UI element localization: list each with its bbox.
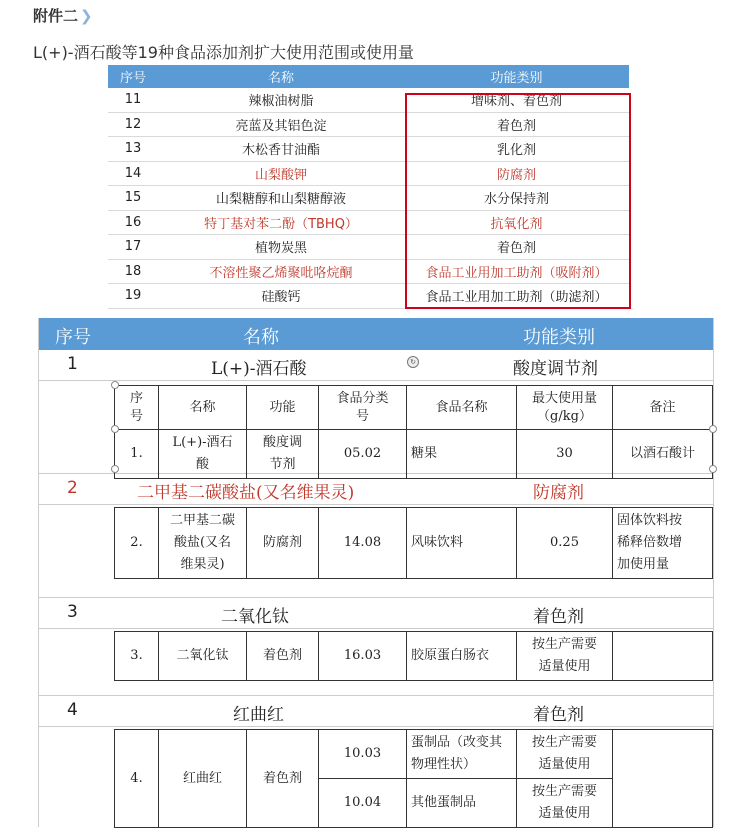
category-row — [39, 598, 713, 629]
cell-note: 以酒石酸计 — [613, 430, 713, 479]
cell-name: 木松香甘油酯 — [158, 137, 404, 162]
cell-idx: 3. — [115, 632, 159, 681]
table-row — [108, 88, 629, 112]
cell-func: 抗氧化剂 — [404, 210, 629, 235]
cell-food: 其他蛋制品 — [407, 779, 517, 828]
item-name: 二氧化钛 — [221, 607, 289, 627]
col-header-func: 功能类别 — [523, 327, 595, 348]
cell-max: 按生产需要 适量使用 — [517, 730, 613, 779]
cell-note — [613, 632, 713, 681]
additives-summary-table — [108, 65, 629, 309]
item-number: 4 — [67, 700, 78, 720]
cell-no: 18 — [108, 259, 158, 284]
cell-food: 风味饮料 — [407, 508, 517, 579]
resize-handle[interactable] — [709, 465, 717, 473]
cell-func: 防腐剂 — [247, 508, 319, 579]
item-function: 防腐剂 — [533, 483, 584, 503]
item-number: 3 — [67, 602, 78, 622]
table-row — [115, 632, 713, 681]
cell-func: 食品工业用加工助剂（助滤剂） — [404, 284, 629, 309]
resize-handle[interactable] — [111, 381, 119, 389]
cell-cat: 10.04 — [319, 779, 407, 828]
item-function: 着色剂 — [533, 705, 584, 725]
col-header-no: 序号 — [55, 327, 91, 348]
cell-idx: 4. — [115, 730, 159, 828]
cell-cat: 10.03 — [319, 730, 407, 779]
item-detail — [39, 629, 713, 696]
item-detail — [39, 727, 713, 827]
cell-func: 着色剂 — [247, 632, 319, 681]
cell-no: 12 — [108, 112, 158, 137]
item-detail — [39, 381, 713, 474]
document-subtitle: L(+)-酒石酸等19种食品添加剂扩大使用范围或使用量 — [33, 43, 414, 62]
inner-header-cell: 食品名称 — [407, 386, 517, 430]
col-header-func: 功能类别 — [404, 65, 629, 88]
cell-no: 19 — [108, 284, 158, 309]
item-detail — [39, 505, 713, 598]
cell-note — [613, 730, 713, 828]
cell-func: 水分保持剂 — [404, 186, 629, 211]
cell-name: 山梨酸钾 — [158, 161, 404, 186]
table-row — [115, 508, 713, 579]
table-row — [108, 284, 629, 309]
cell-func: 食品工业用加工助剂（吸附剂） — [404, 259, 629, 284]
cell-name: 硅酸钙 — [158, 284, 404, 309]
table-row — [108, 137, 629, 162]
table-row — [108, 235, 629, 260]
cell-no: 15 — [108, 186, 158, 211]
inner-header-cell: 功能 — [247, 386, 319, 430]
inner-header-cell: 备注 — [613, 386, 713, 430]
cell-func: 乳化剂 — [404, 137, 629, 162]
category-row — [39, 696, 713, 727]
cell-max: 按生产需要 适量使用 — [517, 632, 613, 681]
attachment-label: 附件二 ❯ — [33, 7, 93, 25]
col-header-name: 名称 — [243, 327, 279, 348]
cell-name: 植物炭黑 — [158, 235, 404, 260]
inner-table — [114, 507, 713, 579]
cell-no: 17 — [108, 235, 158, 260]
col-header-no: 序号 — [108, 65, 158, 88]
inner-table — [114, 385, 713, 479]
table-row — [108, 259, 629, 284]
cell-name: 二甲基二碳 酸盐(又名 维果灵) — [159, 508, 247, 579]
table-row — [108, 112, 629, 137]
cell-func: 酸度调 节剂 — [247, 430, 319, 479]
cell-func: 着色剂 — [404, 112, 629, 137]
item-function: 酸度调节剂 — [513, 359, 598, 379]
item-function: 着色剂 — [533, 607, 584, 627]
cell-func: 防腐剂 — [404, 161, 629, 186]
cell-no: 14 — [108, 161, 158, 186]
inner-header-cell: 名称 — [159, 386, 247, 430]
cell-func: 着色剂 — [247, 730, 319, 828]
table-row — [108, 210, 629, 235]
cell-name: 特丁基对苯二酚（TBHQ） — [158, 210, 404, 235]
inner-header-row — [115, 386, 713, 430]
item-name: 红曲红 — [233, 705, 284, 725]
cell-no: 11 — [108, 88, 158, 112]
cell-idx: 1. — [115, 430, 159, 479]
item-name: L(+)-酒石酸 — [211, 359, 307, 379]
additives-detail-table — [38, 318, 714, 827]
item-name: 二甲基二碳酸盐(又名维果灵) — [137, 483, 355, 503]
inner-table — [114, 631, 713, 681]
table-row — [115, 430, 713, 479]
cell-name: 红曲红 — [159, 730, 247, 828]
cell-max: 0.25 — [517, 508, 613, 579]
item-number: 2 — [67, 478, 78, 498]
inner-table — [114, 729, 713, 828]
cell-cat: 05.02 — [319, 430, 407, 479]
table-row — [108, 186, 629, 211]
cell-func: 增味剂、着色剂 — [404, 88, 629, 112]
cell-name: 辣椒油树脂 — [158, 88, 404, 112]
cell-no: 16 — [108, 210, 158, 235]
cell-food: 糖果 — [407, 430, 517, 479]
rotate-handle-icon[interactable]: ↻ — [407, 356, 419, 368]
cell-note: 固体饮料按 稀释倍数增 加使用量 — [613, 508, 713, 579]
table-header-row — [108, 65, 629, 88]
inner-header-cell: 最大使用量 （g/kg） — [517, 386, 613, 430]
cell-name: 二氧化钛 — [159, 632, 247, 681]
detail-table-header — [39, 318, 713, 350]
cell-name: 山梨糖醇和山梨糖醇液 — [158, 186, 404, 211]
cell-cat: 16.03 — [319, 632, 407, 681]
category-row — [39, 350, 713, 381]
category-row — [39, 474, 713, 505]
resize-handle[interactable] — [111, 425, 119, 433]
cell-no: 13 — [108, 137, 158, 162]
resize-handle[interactable] — [709, 425, 717, 433]
cell-food: 蛋制品（改变其 物理性状） — [407, 730, 517, 779]
chevron-right-icon: ❯ — [80, 7, 93, 25]
cell-food: 胶原蛋白肠衣 — [407, 632, 517, 681]
cell-name: L(+)-酒石 酸 — [159, 430, 247, 479]
table-row — [108, 161, 629, 186]
cell-func: 着色剂 — [404, 235, 629, 260]
resize-handle[interactable] — [111, 465, 119, 473]
cell-cat: 14.08 — [319, 508, 407, 579]
inner-header-cell: 食品分类 号 — [319, 386, 407, 430]
item-number: 1 — [67, 354, 78, 374]
cell-name: 亮蓝及其铝色淀 — [158, 112, 404, 137]
cell-idx: 2. — [115, 508, 159, 579]
col-header-name: 名称 — [158, 65, 404, 88]
inner-header-cell: 序 号 — [115, 386, 159, 430]
cell-max: 30 — [517, 430, 613, 479]
cell-name: 不溶性聚乙烯聚吡咯烷酮 — [158, 259, 404, 284]
cell-max: 按生产需要 适量使用 — [517, 779, 613, 828]
table-row — [115, 730, 713, 779]
